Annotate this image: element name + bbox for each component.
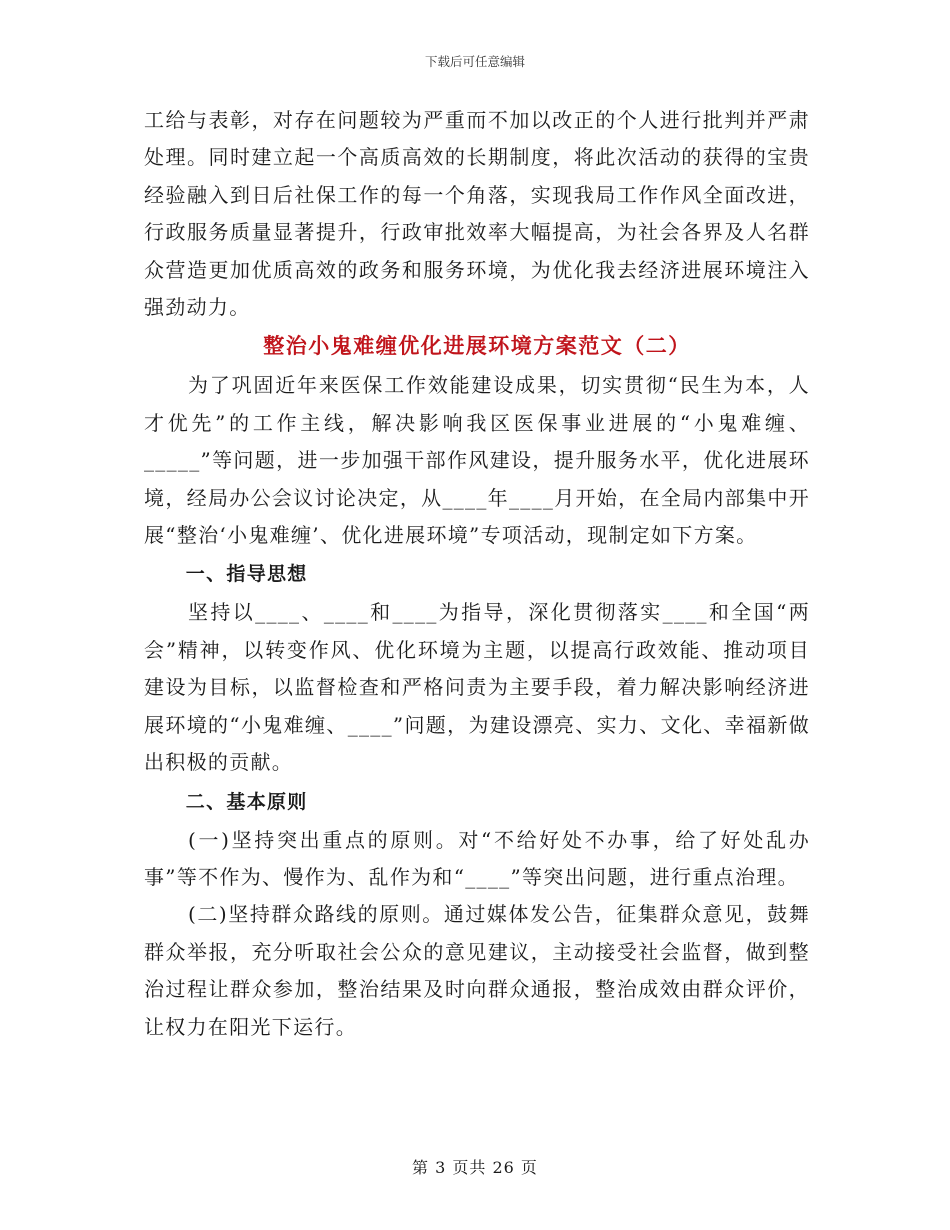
subheading-basic-principles: 二、基本原则: [185, 790, 308, 813]
document-body: [144, 102, 810, 1046]
paragraph-guiding-ideology: 坚持以____、____和____为指导，深化贯彻落实____和全国“两会”精神，以转变作风、优化环境为主题，以提高行政效能、推动项目建设为目标，以监督检查和严格问责为主要手段，着力解决影响经济进展环境的“小鬼难缠、____”问题，为建设漂亮、实力、文化、幸福新做出积极的贡献。: [144, 600, 810, 775]
paragraph-intro: 为了巩固近年来医保工作效能建设成果，切实贯彻“民生为本，人才优先”的工作主线，解决影响我区医保事业进展的“小鬼难缠、_____”等问题，进一步加强干部作风建设，提升服务水平，优化进展环境，经局办公会议讨论决定，从____年____月开始，在全局内部集中开展“整治‘小鬼难缠’、优化进展环境”专项活动，现制定如下方案。: [144, 373, 810, 548]
paragraph-principle-1: (一)坚持突出重点的原则。对“不给好处不办事，给了好处乱办事”等不作为、慢作为、乱作为和“____”等突出问题，进行重点治理。: [144, 827, 810, 889]
page-number: 第 3 页共 26 页: [412, 1158, 538, 1177]
paragraph-continuation: 工给与表彰，对存在问题较为严重而不加以改正的个人进行批判并严肃处理。同时建立起一个高质高效的长期制度，将此次活动的获得的宝贵经验融入到日后社保工作的每一个角落，实现我局工作作风全面改进，行政服务质量显著提升，行政审批效率大幅提高，为社会各界及人名群众营造更加优质高效的政务和服务环境，为优化我去经济进展环境注入强劲动力。: [144, 108, 810, 320]
section-title: 整治小鬼难缠优化进展环境方案范文（二）: [263, 334, 691, 359]
subheading-guiding-ideology: 一、指导思想: [185, 563, 308, 586]
paragraph-principle-2: (二)坚持群众路线的原则。通过媒体发公告，征集群众意见，鼓舞群众举报，充分听取社会公众的意见建议，主动接受社会监督，做到整治过程让群众参加，整治结果及时向群众通报，整治成效由群众评价，让权力在阳光下运行。: [144, 902, 810, 1039]
header-note: 下载后可任意编辑: [424, 54, 525, 69]
